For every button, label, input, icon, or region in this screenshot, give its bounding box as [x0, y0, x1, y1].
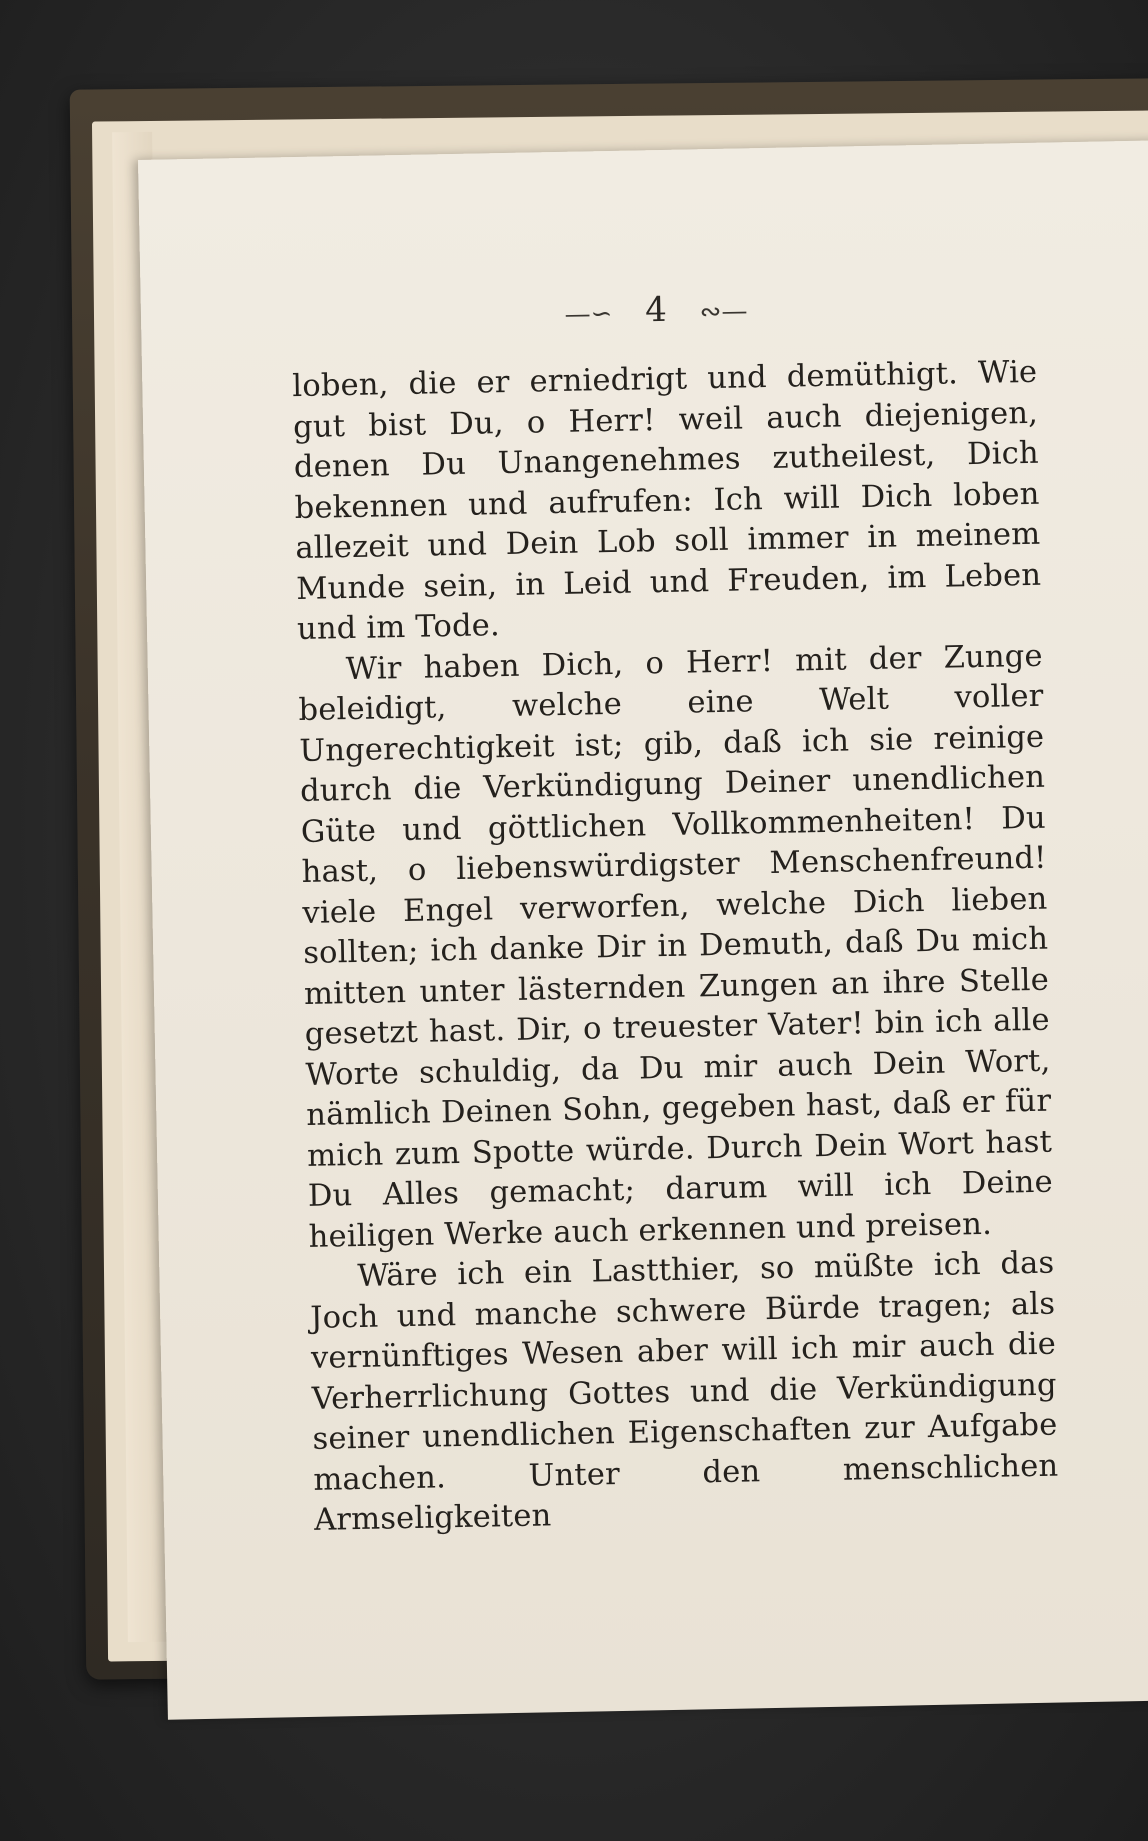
ornament-right: ∾—: [699, 296, 748, 328]
paragraph: Wir haben Dich, o Herr! mit der Zunge beleidigt, welche eine Welt voller Ungerechtigkeit ist; gib, daß ich sie reinige durch die Verkündigung Deiner unendlichen Güte und göttlichen Vollkommenheiten! Du hast, o liebenswürdigster Menschenfreund! viele Engel verworfen, welche Dich lieben sollten; ich danke Dir in Demuth, daß Du mich mitten unter lästernden Zungen an ihre Stelle gesetzt hast. Dir, o treuester Vater! bin ich alle Worte schuldig, da Du mir auch Dein Wort, nämlich Deinen Sohn, gegeben hast, daß er für mich zum Spotte würde. Durch Dein Wort hast Du Alles gemacht; darum will ich Deine heiligen Werke auch erkennen und preisen.: [298, 638, 1054, 1255]
book-page: [138, 140, 1148, 1719]
page-header: [141, 280, 1148, 340]
ornament-left: —∽: [564, 298, 613, 330]
body-text: [292, 353, 1059, 1542]
paragraph: Wäre ich ein Lastthier, so müßte ich das Joch und manche schwere Bürde tragen; als vernünftiges Wesen aber will ich mir auch die Verherrlichung Gottes und die Verkündigung seiner unendlichen Eigenschaften zur Aufgabe machen. Unter den menschlichen Armseligkeiten: [309, 1245, 1059, 1538]
page-number: 4: [644, 289, 668, 331]
paragraph: loben, die er erniedrigt und demüthigt. Wie gut bist Du, o Herr! weil auch diejenigen, denen Du Unangenehmes zutheilest, Dich bekennen und aufrufen: Ich will Dich loben allezeit und Dein Lob soll immer in meinem Munde sein, in Leid und Freuden, im Leben und im Tode.: [292, 354, 1042, 648]
